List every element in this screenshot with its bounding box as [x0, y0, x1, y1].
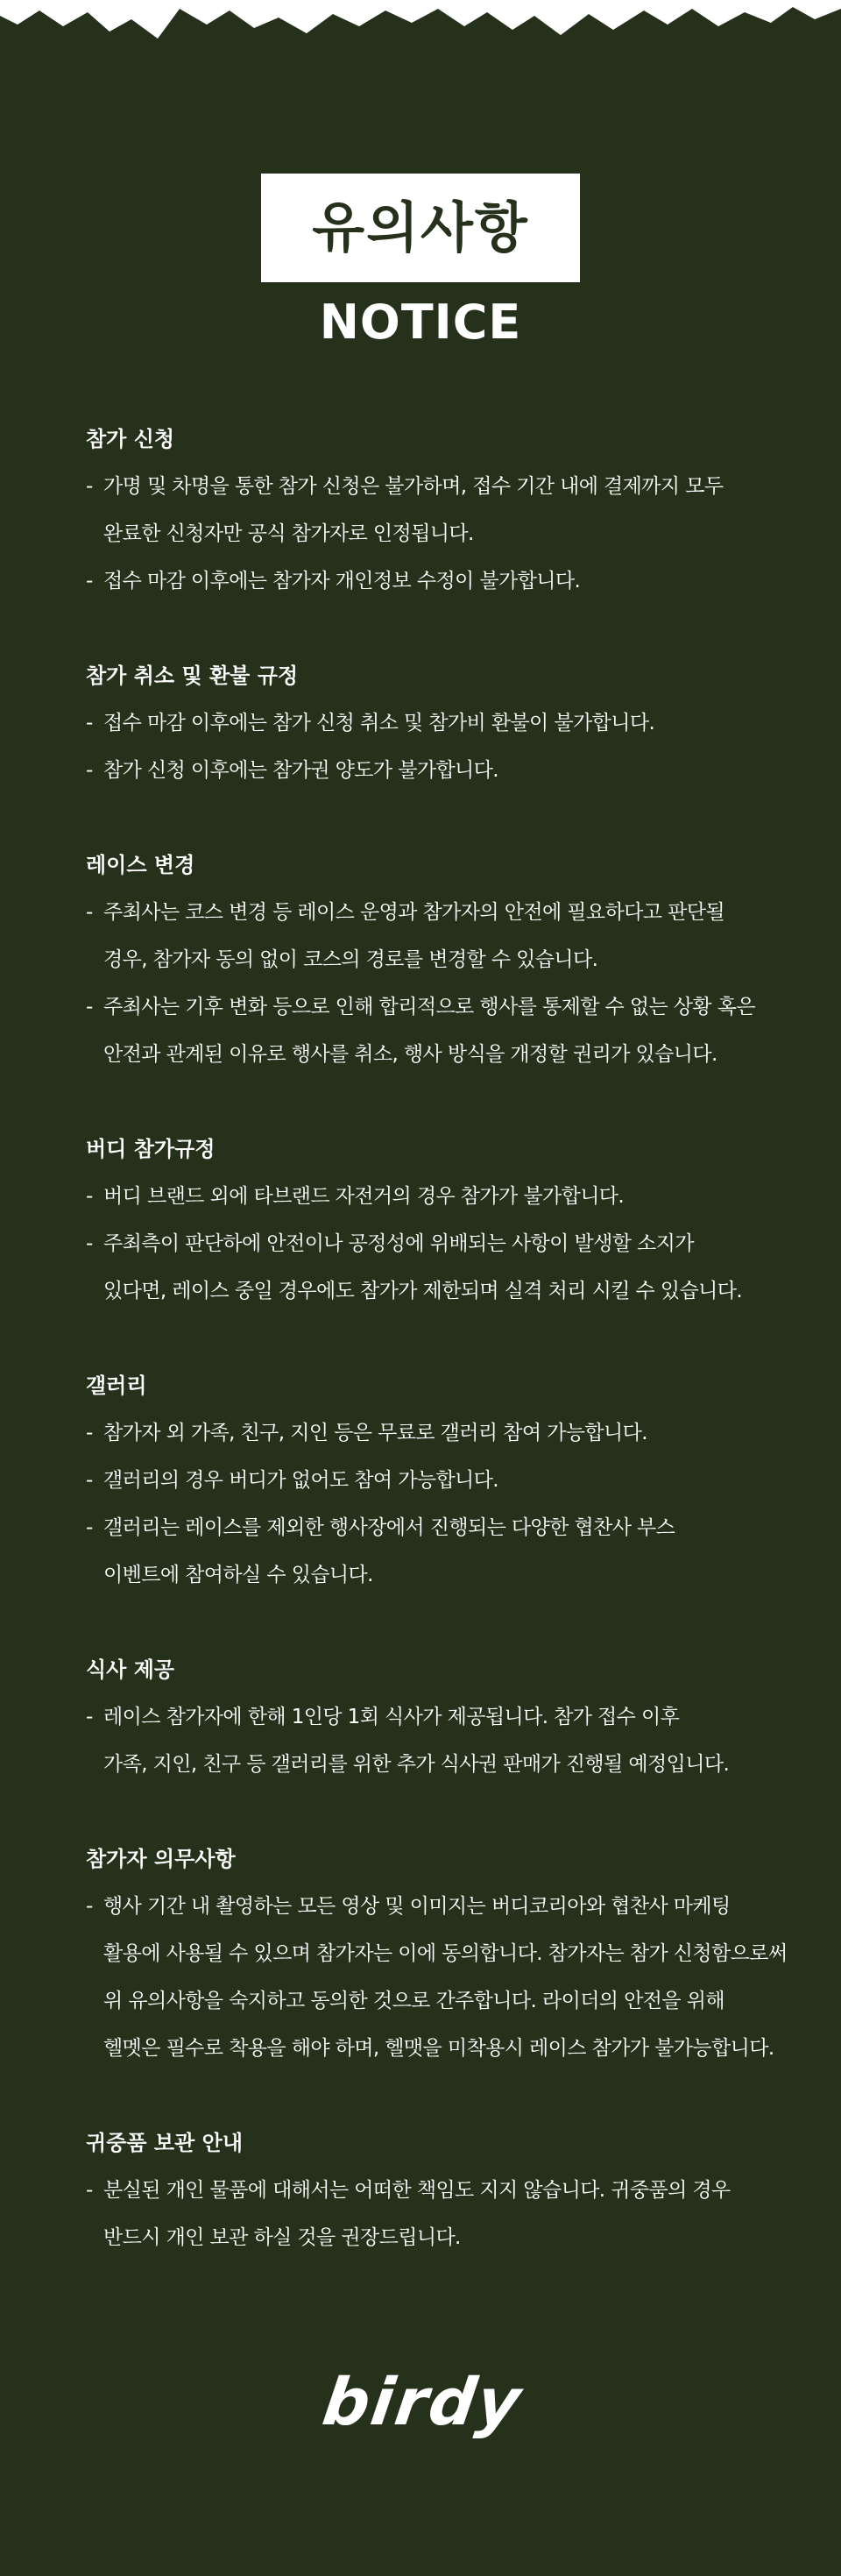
notice-line: 반드시 개인 보관 하실 것을 권장드립니다. — [103, 2226, 461, 2249]
notice-item — [86, 557, 787, 605]
bullet-dash: - — [86, 1185, 93, 1208]
section-title: 버디 참가규정 — [86, 1137, 216, 1161]
notice-line: 갤러리는 레이스를 제외한 행사장에서 진행되는 다양한 협찬사 부스 — [103, 1516, 675, 1539]
notice-line: 경우, 참가자 동의 없이 코스의 경로를 변경할 수 있습니다. — [103, 948, 598, 971]
notice-line: 버디 브랜드 외에 타브랜드 자전거의 경우 참가가 불가합니다. — [103, 1185, 625, 1208]
bullet-dash: - — [86, 759, 93, 782]
notice-content — [86, 415, 787, 2309]
notice-line: 가명 및 차명을 통한 참가 신청은 불가하며, 접수 기간 내에 결제까지 모두 — [103, 475, 724, 498]
notice-header — [0, 174, 841, 351]
notice-item — [86, 889, 787, 983]
notice-line: 활용에 사용될 수 있으며 참가자는 이에 동의합니다. 참가자는 참가 신청함으로써 — [103, 1942, 788, 1965]
section-title: 참가자 의무사항 — [86, 1847, 236, 1871]
notice-line: 있다면, 레이스 중일 경우에도 참가가 제한되며 실격 처리 시킬 수 있습니다. — [103, 1280, 743, 1302]
bullet-dash: - — [86, 1895, 93, 1918]
notice-line: 헬멧은 필수로 착용을 해야 하며, 헬맷을 미착용시 레이스 참가가 불가능합니다. — [103, 2037, 774, 2060]
section-title: 레이스 변경 — [86, 853, 195, 877]
notice-item — [86, 1409, 787, 1457]
bullet-dash: - — [86, 1232, 93, 1255]
notice-line: 주최측이 판단하에 안전이나 공정성에 위배되는 사항이 발생할 소지가 — [103, 1232, 694, 1255]
notice-item — [86, 463, 787, 557]
notice-section — [86, 415, 787, 605]
bullet-dash: - — [86, 1469, 93, 1492]
notice-line: 완료한 신청자만 공식 참가자로 인정됩니다. — [103, 522, 474, 545]
logo-wordmark: birdy — [318, 2367, 527, 2440]
notice-line: 레이스 참가자에 한해 1인당 1회 식사가 제공됩니다. 참가 접수 이후 — [103, 1706, 680, 1728]
notice-section — [86, 1125, 787, 1315]
bullet-dash: - — [86, 1422, 93, 1444]
section-title: 참가 취소 및 환불 규정 — [86, 664, 299, 688]
notice-line: 분실된 개인 물품에 대해서는 어떠한 책임도 지지 않습니다. 귀중품의 경우 — [103, 2179, 731, 2202]
notice-item — [86, 747, 787, 794]
torn-paper-edge — [0, 0, 841, 53]
section-title: 식사 제공 — [86, 1657, 175, 1682]
page-subtitle: NOTICE — [319, 295, 522, 350]
section-title: 귀중품 보관 안내 — [86, 2131, 243, 2155]
notice-line: 행사 기간 내 촬영하는 모든 영상 및 이미지는 버디코리아와 협찬사 마케팅 — [103, 1895, 731, 1918]
notice-line: 가족, 지인, 친구 등 갤러리를 위한 추가 식사권 판매가 진행될 예정입니다. — [103, 1753, 730, 1776]
notice-line: 주최사는 기후 변화 등으로 인해 합리적으로 행사를 통제할 수 없는 상황 혹은 — [103, 996, 755, 1018]
notice-section — [86, 1835, 787, 2072]
notice-line: 접수 마감 이후에는 참가 신청 취소 및 참가비 환불이 불가합니다. — [103, 712, 655, 734]
bullet-dash: - — [86, 1516, 93, 1539]
notice-item — [86, 2167, 787, 2261]
section-title: 갤러리 — [86, 1373, 147, 1398]
notice-section — [86, 1362, 787, 1599]
bullet-dash: - — [86, 2179, 93, 2202]
notice-item — [86, 699, 787, 747]
notice-item — [86, 1883, 787, 2072]
section-title: 참가 신청 — [86, 427, 175, 451]
notice-section — [86, 2119, 787, 2261]
notice-item — [86, 1504, 787, 1599]
bullet-dash: - — [86, 475, 93, 498]
bullet-dash: - — [86, 996, 93, 1018]
notice-section — [86, 652, 787, 794]
notice-item — [86, 1457, 787, 1504]
notice-line: 접수 마감 이후에는 참가자 개인정보 수정이 불가합니다. — [103, 570, 581, 593]
notice-line: 안전과 관계된 이유로 행사를 취소, 행사 방식을 개정할 권리가 있습니다. — [103, 1043, 717, 1066]
notice-item — [86, 1173, 787, 1220]
notice-line: 참가자 외 가족, 친구, 지인 등은 무료로 갤러리 참여 가능합니다. — [103, 1422, 647, 1444]
notice-line: 갤러리의 경우 버디가 없어도 참여 가능합니다. — [103, 1469, 499, 1492]
notice-item — [86, 1693, 787, 1788]
page-title: 유의사항 — [261, 174, 580, 282]
notice-line: 이벤트에 참여하실 수 있습니다. — [103, 1564, 373, 1586]
birdy-logo-icon — [289, 2367, 552, 2445]
bullet-dash: - — [86, 570, 93, 593]
notice-line: 위 유의사항을 숙지하고 동의한 것으로 간주합니다. 라이더의 안전을 위해 — [103, 1990, 724, 2012]
bullet-dash: - — [86, 901, 93, 924]
brand-logo — [0, 2367, 841, 2449]
notice-section — [86, 841, 787, 1078]
notice-line: 주최사는 코스 변경 등 레이스 운영과 참가자의 안전에 필요하다고 판단될 — [103, 901, 724, 924]
notice-line: 참가 신청 이후에는 참가권 양도가 불가합니다. — [103, 759, 499, 782]
bullet-dash: - — [86, 1706, 93, 1728]
notice-item — [86, 983, 787, 1078]
notice-item — [86, 1220, 787, 1315]
bullet-dash: - — [86, 712, 93, 734]
notice-section — [86, 1646, 787, 1788]
